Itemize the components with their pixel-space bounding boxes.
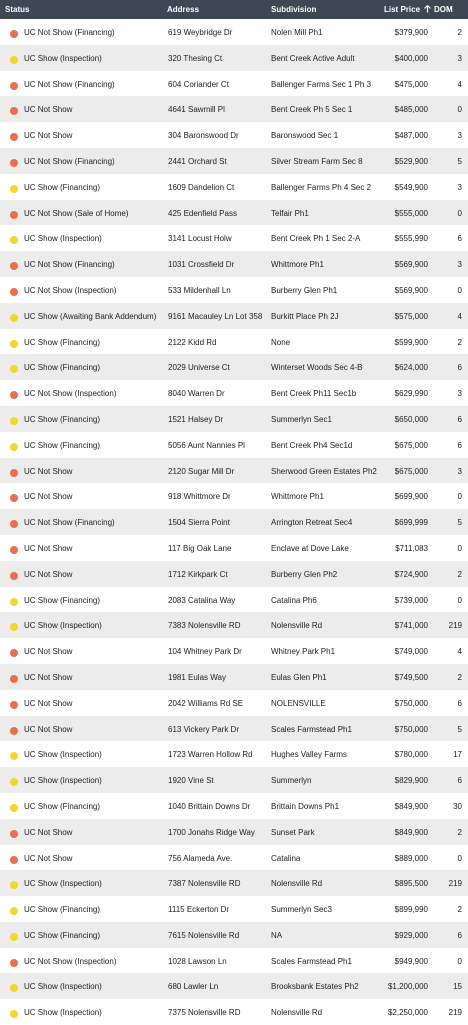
address-cell: 756 Alameda Ave. xyxy=(168,853,233,863)
table-row[interactable] xyxy=(0,716,468,742)
subdivision-cell: None xyxy=(271,337,291,347)
status-dot-icon xyxy=(10,236,18,244)
address-cell: 1981 Eulas Way xyxy=(168,672,226,682)
status-cell: UC Not Show (Financing) xyxy=(24,156,115,166)
table-row[interactable] xyxy=(0,174,468,200)
address-cell: 2042 Williams Rd SE xyxy=(168,698,244,708)
table-row[interactable] xyxy=(0,277,468,303)
status-cell: UC Not Show (Financing) xyxy=(24,260,115,270)
status-dot-icon xyxy=(10,830,18,838)
address-cell: 117 Big Oak Lane xyxy=(168,543,232,553)
subdivision-cell: NOLENSVILLE xyxy=(271,698,326,708)
table-row[interactable] xyxy=(0,200,468,226)
status-cell: UC Not Show xyxy=(24,672,73,682)
subdivision-cell: Whitney Park Ph1 xyxy=(271,647,336,657)
table-row[interactable] xyxy=(0,96,468,122)
status-cell: UC Show (Inspection) xyxy=(24,879,102,889)
status-cell: UC Show (Financing) xyxy=(24,440,101,450)
subdivision-cell: Catalina Ph6 xyxy=(271,595,317,605)
subdivision-cell: Arrington Retreat Sec4 xyxy=(271,518,353,528)
status-dot-icon xyxy=(10,262,18,270)
table-row[interactable] xyxy=(0,741,468,767)
status-dot-icon xyxy=(10,598,18,606)
status-dot-icon xyxy=(10,1010,18,1018)
list-price-cell: $575,000 xyxy=(394,311,428,321)
address-cell: 1504 Sierra Point xyxy=(168,518,230,528)
address-cell: 425 Edenfield Pass xyxy=(168,208,237,218)
address-cell: 1700 Jonahs Ridge Way xyxy=(168,827,255,837)
status-cell: UC Not Show xyxy=(24,724,73,734)
list-price-cell: $624,000 xyxy=(394,363,428,373)
table-row[interactable] xyxy=(0,45,468,71)
status-dot-icon xyxy=(10,881,18,889)
subdivision-cell: Nolensville Rd xyxy=(271,879,323,889)
list-price-cell: $555,000 xyxy=(394,208,428,218)
status-dot-icon xyxy=(10,417,18,425)
status-cell: UC Not Show xyxy=(24,543,73,553)
dom-cell: 3 xyxy=(457,53,462,63)
status-cell: UC Show (Financing) xyxy=(24,595,101,605)
dom-cell: 6 xyxy=(457,414,462,424)
status-dot-icon xyxy=(10,56,18,64)
list-price-cell: $749,500 xyxy=(394,672,428,682)
status-cell: UC Show (Financing) xyxy=(24,363,101,373)
table-row[interactable] xyxy=(0,380,468,406)
subdivision-cell: Sunset Park xyxy=(271,827,315,837)
status-cell: UC Show (Financing) xyxy=(24,182,101,192)
status-dot-icon xyxy=(10,649,18,657)
list-price-cell: $849,900 xyxy=(394,801,428,811)
dom-cell: 0 xyxy=(457,956,462,966)
address-cell: 320 Thesing Ct xyxy=(168,53,223,63)
status-cell: UC Not Show xyxy=(24,105,73,115)
list-price-cell: $555,990 xyxy=(394,234,428,244)
list-price-cell: $750,000 xyxy=(394,724,428,734)
address-cell: 2122 Kidd Rd xyxy=(168,337,217,347)
status-dot-icon xyxy=(10,701,18,709)
address-cell: 619 Weybridge Dr xyxy=(168,28,233,37)
subdivision-cell: Ballenger Farms Sec 1 Ph 3 xyxy=(271,79,372,89)
table-row[interactable] xyxy=(0,251,468,277)
status-dot-icon xyxy=(10,185,18,193)
dom-cell: 219 xyxy=(448,621,462,631)
status-cell: UC Show (Inspection) xyxy=(24,234,102,244)
list-price-cell: $949,900 xyxy=(394,956,428,966)
table-row[interactable] xyxy=(0,535,468,561)
dom-cell: 3 xyxy=(457,466,462,476)
table-row[interactable] xyxy=(0,329,468,355)
dom-cell: 2 xyxy=(457,28,462,37)
list-price-cell: $750,000 xyxy=(394,698,428,708)
list-price-cell: $400,000 xyxy=(394,53,428,63)
list-price-cell: $780,000 xyxy=(394,750,428,760)
subdivision-cell: Ballenger Farms Ph 4 Sec 2 xyxy=(271,182,372,192)
list-price-cell: $529,900 xyxy=(394,156,428,166)
status-dot-icon xyxy=(10,133,18,141)
dom-cell: 6 xyxy=(457,776,462,786)
address-cell: 8040 Warren Dr xyxy=(168,389,225,399)
subdivision-cell: Eulas Glen Ph1 xyxy=(271,672,327,682)
dom-cell: 0 xyxy=(457,853,462,863)
list-price-cell: $569,900 xyxy=(394,285,428,295)
table-row[interactable] xyxy=(0,432,468,458)
list-price-cell: $629,990 xyxy=(394,389,428,399)
status-dot-icon xyxy=(10,469,18,477)
subdivision-cell: Brittain Downs Ph1 xyxy=(271,801,340,811)
dom-cell: 2 xyxy=(457,905,462,915)
status-dot-icon xyxy=(10,959,18,967)
subdivision-cell: Enclave at Dove Lake xyxy=(271,543,349,553)
subdivision-cell: Scales Farmstead Ph1 xyxy=(271,724,352,734)
column-header-address[interactable]: Address xyxy=(167,5,200,14)
table-row[interactable] xyxy=(0,922,468,948)
list-price-cell: $569,900 xyxy=(394,260,428,270)
table-row[interactable] xyxy=(0,354,468,380)
status-dot-icon xyxy=(10,804,18,812)
subdivision-cell: Burberry Glen Ph2 xyxy=(271,569,338,579)
dom-cell: 3 xyxy=(457,389,462,399)
dom-cell: 5 xyxy=(457,518,462,528)
table-row[interactable] xyxy=(0,509,468,535)
subdivision-cell: Bent Creek Ph4 Sec1d xyxy=(271,440,353,450)
address-cell: 1115 Eckerton Dr xyxy=(168,905,230,915)
table-row[interactable] xyxy=(0,896,468,922)
dom-cell: 219 xyxy=(448,879,462,889)
listing-table-body xyxy=(0,19,468,1025)
dom-cell: 6 xyxy=(457,698,462,708)
status-dot-icon xyxy=(10,546,18,554)
status-cell: UC Not Show xyxy=(24,131,73,141)
list-price-cell: $829,900 xyxy=(394,776,428,786)
subdivision-cell: Catalina xyxy=(271,853,301,863)
status-dot-icon xyxy=(10,623,18,631)
table-row[interactable] xyxy=(0,587,468,613)
status-dot-icon xyxy=(10,727,18,735)
dom-cell: 6 xyxy=(457,234,462,244)
address-cell: 7383 Nolensville RD xyxy=(168,621,241,631)
status-cell: UC Show (Inspection) xyxy=(24,750,102,760)
list-price-cell: $475,000 xyxy=(394,79,428,89)
status-cell: UC Not Show (Inspection) xyxy=(24,285,117,295)
dom-cell: 2 xyxy=(457,827,462,837)
column-header-status[interactable]: Status xyxy=(5,5,30,14)
status-dot-icon xyxy=(10,391,18,399)
subdivision-cell: Silver Stream Farm Sec 8 xyxy=(271,156,363,166)
address-cell: 1712 Kirkpark Ct xyxy=(168,569,228,579)
table-row[interactable] xyxy=(0,793,468,819)
subdivision-cell: Bent Creek Ph 5 Sec 1 xyxy=(271,105,353,115)
column-header-list-price[interactable] xyxy=(384,5,431,14)
dom-cell: 219 xyxy=(448,1008,462,1018)
dom-cell: 15 xyxy=(453,982,462,992)
status-dot-icon xyxy=(10,159,18,167)
subdivision-cell: Summerlyn xyxy=(271,776,312,786)
status-cell: UC Show (Financing) xyxy=(24,905,101,915)
status-cell: UC Not Show xyxy=(24,853,73,863)
list-price-cell: $699,999 xyxy=(394,518,428,528)
table-row[interactable] xyxy=(0,225,468,251)
status-cell: UC Not Show (Financing) xyxy=(24,518,115,528)
address-cell: 613 Vickery Park Dr xyxy=(168,724,239,734)
list-price-cell: $895,500 xyxy=(394,879,428,889)
subdivision-cell: Brooksbank Estates Ph2 xyxy=(271,982,359,992)
list-price-label: List Price xyxy=(384,5,421,14)
address-cell: 918 Whittmore Dr xyxy=(168,492,231,502)
table-row[interactable] xyxy=(0,303,468,329)
dom-cell: 5 xyxy=(457,156,462,166)
subdivision-cell: Whittmore Ph1 xyxy=(271,260,324,270)
status-dot-icon xyxy=(10,288,18,296)
dom-cell: 0 xyxy=(457,543,462,553)
address-cell: 2120 Sugar Mill Dr xyxy=(168,466,235,476)
status-dot-icon xyxy=(10,365,18,373)
status-cell: UC Not Show (Inspection) xyxy=(24,956,117,966)
dom-cell: 4 xyxy=(457,79,462,89)
table-row[interactable] xyxy=(0,71,468,97)
status-dot-icon xyxy=(10,675,18,683)
address-cell: 1920 Vine St xyxy=(168,776,214,786)
dom-cell: 6 xyxy=(457,440,462,450)
list-price-cell: $1,200,000 xyxy=(387,982,428,992)
table-row[interactable] xyxy=(0,406,468,432)
subdivision-cell: Sherwood Green Estates Ph2 xyxy=(271,466,377,476)
table-row[interactable] xyxy=(0,845,468,871)
address-cell: 680 Lawler Ln xyxy=(168,982,219,992)
status-dot-icon xyxy=(10,778,18,786)
status-cell: UC Show (Awaiting Bank Addendum) xyxy=(24,311,157,321)
status-cell: UC Show (Inspection) xyxy=(24,776,102,786)
address-cell: 7375 Nolensville RD xyxy=(168,1008,241,1018)
list-price-cell: $711,083 xyxy=(395,543,428,553)
address-cell: 2083 Catalina Way xyxy=(168,595,236,605)
dom-cell: 3 xyxy=(457,260,462,270)
status-cell: UC Not Show (Financing) xyxy=(24,28,115,37)
table-row[interactable] xyxy=(0,19,468,45)
list-price-cell: $739,000 xyxy=(394,595,428,605)
status-dot-icon xyxy=(10,211,18,219)
address-cell: 5056 Aunt Nannies Pl xyxy=(168,440,245,450)
list-price-cell: $485,000 xyxy=(394,105,428,115)
table-row[interactable] xyxy=(0,948,468,974)
address-cell: 304 Baronswood Dr xyxy=(168,131,239,141)
dom-cell: 2 xyxy=(457,337,462,347)
dom-cell: 0 xyxy=(457,595,462,605)
dom-cell: 0 xyxy=(457,105,462,115)
subdivision-cell: Scales Farmstead Ph1 xyxy=(271,956,352,966)
list-price-cell: $849,900 xyxy=(394,827,428,837)
subdivision-cell: Summerlyn Sec1 xyxy=(271,414,332,424)
dom-cell: 3 xyxy=(457,182,462,192)
status-cell: UC Not Show xyxy=(24,698,73,708)
list-price-cell: $2,250,000 xyxy=(387,1008,428,1018)
dom-cell: 4 xyxy=(457,647,462,657)
status-cell: UC Show (Financing) xyxy=(24,930,101,940)
status-dot-icon xyxy=(10,752,18,760)
list-price-cell: $675,000 xyxy=(394,440,428,450)
list-price-cell: $599,900 xyxy=(394,337,428,347)
table-row[interactable] xyxy=(0,638,468,664)
dom-cell: 6 xyxy=(457,363,462,373)
subdivision-cell: Bent Creek Active Adult xyxy=(271,53,355,63)
address-cell: 1040 Brittain Downs Dr xyxy=(168,801,251,811)
address-cell: 4641 Sawmill Pl xyxy=(168,105,225,115)
status-dot-icon xyxy=(10,494,18,502)
dom-cell: 30 xyxy=(453,801,462,811)
table-header xyxy=(0,0,468,19)
subdivision-cell: Winterset Woods Sec 4-B xyxy=(271,363,363,373)
list-price-cell: $650,000 xyxy=(394,414,428,424)
subdivision-cell: Bent Creek Ph11 Sec1b xyxy=(271,389,357,399)
table-row[interactable] xyxy=(0,561,468,587)
table-row[interactable] xyxy=(0,612,468,638)
dom-cell: 0 xyxy=(457,492,462,502)
dom-cell: 5 xyxy=(457,724,462,734)
address-cell: 2029 Universe Ct xyxy=(168,363,230,373)
list-price-cell: $749,000 xyxy=(394,647,428,657)
dom-cell: 3 xyxy=(457,131,462,141)
table-row[interactable] xyxy=(0,819,468,845)
subdivision-cell: Nolensville Rd xyxy=(271,1008,323,1018)
list-price-cell: $899,990 xyxy=(394,905,428,915)
subdivision-cell: Burberry Glen Ph1 xyxy=(271,285,338,295)
status-dot-icon xyxy=(10,107,18,115)
address-cell: 1031 Crossfield Dr xyxy=(168,260,235,270)
table-row[interactable] xyxy=(0,767,468,793)
address-cell: 1723 Warren Hollow Rd xyxy=(168,750,253,760)
subdivision-cell: Telfair Ph1 xyxy=(271,208,309,218)
status-dot-icon xyxy=(10,856,18,864)
address-cell: 9161 Macauley Ln Lot 358 xyxy=(168,311,263,321)
subdivision-cell: Bent Creek Ph 1 Sec 2-A xyxy=(271,234,361,244)
address-cell: 1521 Halsey Dr xyxy=(168,414,224,424)
table-row[interactable] xyxy=(0,458,468,484)
table-row[interactable] xyxy=(0,973,468,999)
dom-cell: 0 xyxy=(457,285,462,295)
status-cell: UC Not Show xyxy=(24,492,73,502)
table-row[interactable] xyxy=(0,870,468,896)
status-cell: UC Show (Inspection) xyxy=(24,621,102,631)
list-price-cell: $929,000 xyxy=(394,930,428,940)
address-cell: 104 Whitney Park Dr xyxy=(168,647,242,657)
column-header-subdivision[interactable]: Subdivision xyxy=(271,5,317,14)
status-dot-icon xyxy=(10,572,18,580)
dom-cell: 6 xyxy=(457,930,462,940)
dom-cell: 2 xyxy=(457,569,462,579)
arrow-up-icon xyxy=(424,5,431,13)
table-row[interactable] xyxy=(0,483,468,509)
list-price-cell: $487,000 xyxy=(394,131,428,141)
status-cell: UC Show (Inspection) xyxy=(24,53,102,63)
status-dot-icon xyxy=(10,314,18,322)
list-price-cell: $379,900 xyxy=(394,28,428,37)
address-cell: 3141 Locust Holw xyxy=(168,234,232,244)
dom-cell: 17 xyxy=(453,750,462,760)
subdivision-cell: Nolensville Rd xyxy=(271,621,323,631)
address-cell: 1609 Dandelion Ct xyxy=(168,182,235,192)
status-cell: UC Not Show (Sale of Home) xyxy=(24,208,129,218)
address-cell: 1028 Lawson Ln xyxy=(168,956,227,966)
status-cell: UC Show (Financing) xyxy=(24,337,101,347)
status-cell: UC Not Show xyxy=(24,569,73,579)
table-row[interactable] xyxy=(0,690,468,716)
list-price-cell: $675,000 xyxy=(394,466,428,476)
status-cell: UC Show (Inspection) xyxy=(24,1008,102,1018)
subdivision-cell: Baronswood Sec 1 xyxy=(271,131,339,141)
status-cell: UC Show (Inspection) xyxy=(24,982,102,992)
subdivision-cell: Burkitt Place Ph 2J xyxy=(271,311,339,321)
table-row[interactable] xyxy=(0,148,468,174)
table-row[interactable] xyxy=(0,999,468,1025)
subdivision-cell: NA xyxy=(271,930,283,940)
status-dot-icon xyxy=(10,933,18,941)
subdivision-cell: Summerlyn Sec3 xyxy=(271,905,332,915)
subdivision-cell: Nolen Mill Ph1 xyxy=(271,28,323,37)
list-price-cell: $549,900 xyxy=(394,182,428,192)
table-row[interactable] xyxy=(0,122,468,148)
status-dot-icon xyxy=(10,82,18,90)
column-header-dom[interactable]: DOM xyxy=(434,5,453,14)
address-cell: 7615 Nolensville Rd xyxy=(168,930,240,940)
dom-cell: 4 xyxy=(457,311,462,321)
address-cell: 2441 Orchard St xyxy=(168,156,227,166)
table-row[interactable] xyxy=(0,664,468,690)
subdivision-cell: Hughes Valley Farms xyxy=(271,750,347,760)
address-cell: 604 Coriander Ct xyxy=(168,79,229,89)
status-dot-icon xyxy=(10,907,18,915)
list-price-cell: $741,000 xyxy=(394,621,428,631)
status-dot-icon xyxy=(10,340,18,348)
status-cell: UC Not Show xyxy=(24,466,73,476)
list-price-cell: $699,900 xyxy=(394,492,428,502)
status-dot-icon xyxy=(10,520,18,528)
status-cell: UC Show (Financing) xyxy=(24,414,101,424)
address-cell: 7387 Nolensville RD xyxy=(168,879,241,889)
status-dot-icon xyxy=(10,30,18,38)
list-price-cell: $889,000 xyxy=(394,853,428,863)
address-cell: 533 Mildenhall Ln xyxy=(168,285,231,295)
subdivision-cell: Whittmore Ph1 xyxy=(271,492,324,502)
status-dot-icon xyxy=(10,984,18,992)
status-cell: UC Not Show xyxy=(24,647,73,657)
dom-cell: 0 xyxy=(457,208,462,218)
status-cell: UC Show (Financing) xyxy=(24,801,101,811)
dom-cell: 2 xyxy=(457,672,462,682)
status-dot-icon xyxy=(10,443,18,451)
status-cell: UC Not Show xyxy=(24,827,73,837)
list-price-cell: $724,900 xyxy=(394,569,428,579)
status-cell: UC Not Show (Inspection) xyxy=(24,389,117,399)
status-cell: UC Not Show (Financing) xyxy=(24,79,115,89)
